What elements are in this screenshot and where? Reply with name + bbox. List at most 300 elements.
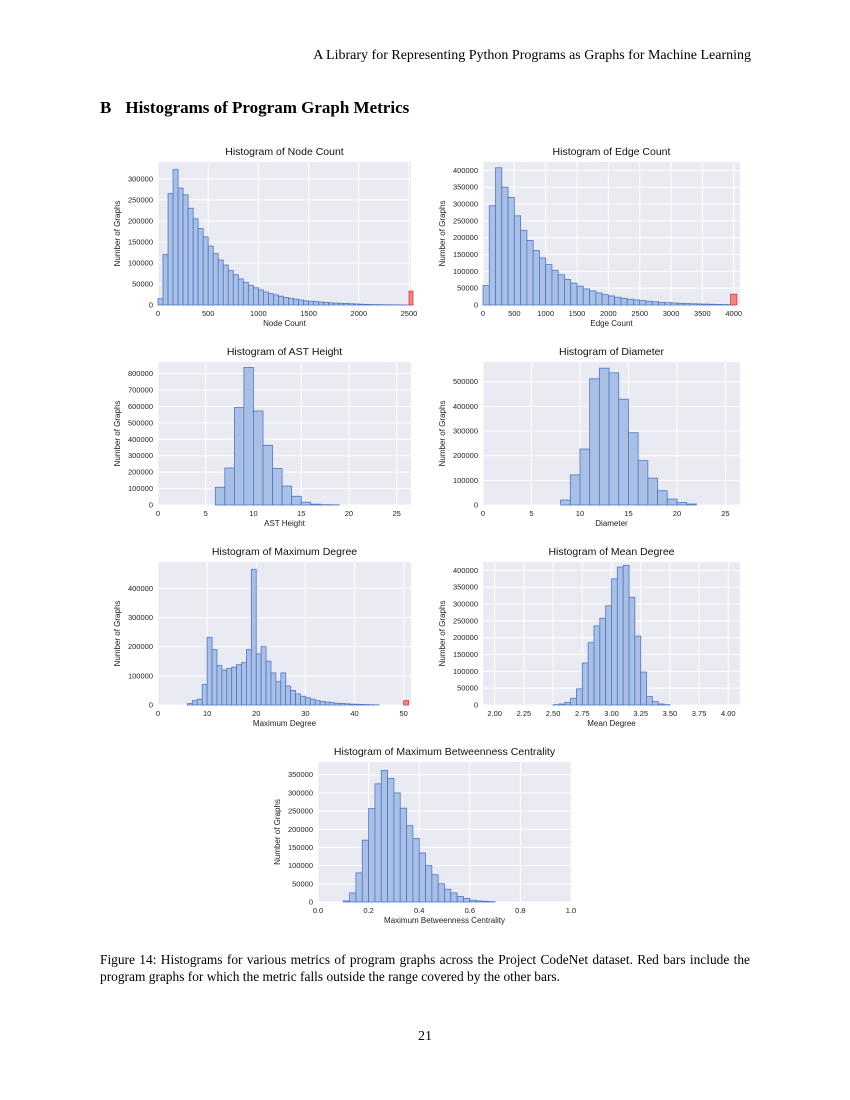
y-tick-label: 100000 xyxy=(452,666,478,676)
histogram-bar xyxy=(576,689,582,705)
y-tick-label: 50000 xyxy=(132,279,153,289)
histogram-bar xyxy=(546,265,552,305)
y-tick-label: 400000 xyxy=(127,434,153,444)
histogram-bar xyxy=(296,694,301,705)
y-tick-label: 100000 xyxy=(452,266,478,276)
y-tick-label: 0 xyxy=(473,700,478,710)
histogram-bar xyxy=(658,491,668,505)
histogram-bar xyxy=(702,304,708,305)
y-tick-label: 600000 xyxy=(127,401,153,411)
histogram-bar xyxy=(207,637,212,705)
y-tick-label: 200000 xyxy=(287,824,313,834)
x-tick-label: 0.2 xyxy=(363,906,374,915)
histogram-bar xyxy=(627,299,633,305)
x-tick-label: 20 xyxy=(252,709,261,718)
y-tick-label: 150000 xyxy=(452,650,478,660)
chart-title: Histogram of Edge Count xyxy=(552,146,671,158)
histogram-bar xyxy=(227,669,232,705)
histogram-bar xyxy=(263,445,273,505)
y-tick-label: 250000 xyxy=(452,616,478,626)
x-tick-label: 2000 xyxy=(350,309,368,318)
histogram-bar xyxy=(309,301,314,305)
histogram-bar xyxy=(684,304,690,305)
x-tick-label: 30 xyxy=(301,709,310,718)
histogram-panel xyxy=(438,146,742,328)
y-axis-label: Number of Graphs xyxy=(438,200,447,267)
histogram-bar xyxy=(527,240,533,305)
histogram-bar xyxy=(608,296,614,305)
chart-title: Histogram of Maximum Degree xyxy=(211,546,358,558)
histogram-bar xyxy=(345,704,350,705)
histogram-bar xyxy=(244,367,254,505)
histogram-bar xyxy=(168,194,173,305)
x-tick-label: 3.25 xyxy=(633,709,649,718)
histogram-panel xyxy=(273,746,576,925)
y-tick-label: 0 xyxy=(148,700,153,710)
histogram-bar xyxy=(671,303,677,305)
y-axis-label: Number of Graphs xyxy=(438,600,447,667)
histogram-bar xyxy=(381,770,387,902)
histogram-bar xyxy=(261,647,266,705)
y-tick-label: 800000 xyxy=(127,369,153,379)
histogram-bar xyxy=(222,670,227,705)
histogram-bar xyxy=(232,667,237,705)
histogram-panel xyxy=(438,546,740,728)
histogram-bar xyxy=(294,299,299,305)
y-tick-label: 300000 xyxy=(127,612,153,622)
histogram-bar xyxy=(565,702,571,705)
histogram-bar xyxy=(325,702,330,705)
histogram-bar xyxy=(364,304,369,305)
histogram-bar xyxy=(359,704,364,705)
x-tick-label: 1000 xyxy=(250,309,267,318)
histogram-bar xyxy=(203,237,208,305)
histogram-bar xyxy=(470,900,476,902)
histogram-bar xyxy=(304,301,309,305)
histogram-bar xyxy=(647,697,653,705)
x-tick-label: 25 xyxy=(721,509,730,518)
overflow-bar xyxy=(404,701,409,705)
y-tick-label: 150000 xyxy=(287,842,313,852)
histogram-bar xyxy=(606,606,612,705)
histogram-bar xyxy=(633,300,639,305)
histogram-bar xyxy=(271,673,276,705)
histogram-bar xyxy=(256,654,261,705)
histogram-bar xyxy=(228,271,233,305)
histogram-bar xyxy=(301,502,311,505)
histogram-bar xyxy=(482,901,488,902)
histogram-bar xyxy=(413,838,419,902)
histogram-bar xyxy=(599,368,609,505)
x-tick-label: 2.75 xyxy=(574,709,590,718)
histogram-bar xyxy=(339,303,344,305)
histogram-bar xyxy=(349,304,354,305)
histogram-bar xyxy=(615,297,621,305)
histogram-bar xyxy=(248,285,253,305)
histogram-bar xyxy=(375,784,381,902)
histogram-bar xyxy=(315,701,320,705)
histogram-bar xyxy=(223,265,228,305)
histogram-bar xyxy=(457,897,463,902)
histogram-bar xyxy=(369,304,374,305)
histogram-bar xyxy=(533,250,539,305)
histogram-bar xyxy=(243,282,248,305)
section-heading xyxy=(100,98,409,118)
histogram-bar xyxy=(665,303,671,305)
histogram-bar xyxy=(687,504,697,505)
histogram-bar xyxy=(539,258,545,305)
histogram-bar xyxy=(354,304,359,305)
histogram-bar xyxy=(489,206,495,305)
chart-title: Histogram of Maximum Betweenness Centrality xyxy=(333,746,556,758)
histogram-bar xyxy=(659,302,665,305)
y-tick-label: 200000 xyxy=(452,233,478,243)
chart-title: Histogram of Diameter xyxy=(558,346,665,358)
y-tick-label: 300000 xyxy=(127,451,153,461)
y-tick-label: 400000 xyxy=(452,165,478,175)
histogram-bar xyxy=(582,663,588,705)
y-tick-label: 100000 xyxy=(127,484,153,494)
y-tick-label: 100000 xyxy=(127,671,153,681)
x-tick-label: 3000 xyxy=(662,309,680,318)
histogram-bar xyxy=(617,567,623,705)
histogram-bar xyxy=(602,295,608,305)
histogram-bar xyxy=(355,704,360,705)
histogram-panel xyxy=(113,546,411,728)
caption-label: Figure 14: xyxy=(100,952,157,967)
overflow-bar xyxy=(731,294,737,305)
histogram-bar xyxy=(258,290,263,305)
y-tick-label: 50000 xyxy=(457,683,478,693)
histogram-bar xyxy=(583,289,589,305)
histogram-bar xyxy=(192,701,197,705)
y-tick-label: 200000 xyxy=(127,467,153,477)
y-tick-label: 400000 xyxy=(452,401,478,411)
histogram-bar xyxy=(320,701,325,705)
histogram-bar xyxy=(596,293,602,305)
histogram-bar xyxy=(570,475,580,505)
histogram-bar xyxy=(640,301,646,305)
histogram-bar xyxy=(340,704,345,705)
y-axis-label: Number of Graphs xyxy=(438,400,447,467)
histogram-bar xyxy=(334,303,339,305)
overflow-bar xyxy=(409,291,413,305)
x-tick-label: 1000 xyxy=(537,309,555,318)
x-tick-label: 3.75 xyxy=(691,709,707,718)
histogram-bar xyxy=(419,853,425,902)
histogram-bar xyxy=(335,703,340,705)
histogram-bar xyxy=(609,373,619,505)
y-tick-label: 300000 xyxy=(127,174,153,184)
x-tick-label: 2.50 xyxy=(545,709,561,718)
x-axis-label: Mean Degree xyxy=(587,719,636,728)
histogram-bar xyxy=(521,230,527,305)
x-axis-label: Edge Count xyxy=(590,319,633,328)
histogram-bar xyxy=(508,197,514,305)
figure-14 xyxy=(100,140,750,940)
x-tick-label: 5 xyxy=(529,509,534,518)
y-tick-label: 350000 xyxy=(452,582,478,592)
histogram-bar xyxy=(273,295,278,305)
histogram-bar xyxy=(612,579,618,705)
x-tick-label: 2.00 xyxy=(487,709,502,718)
histogram-bar xyxy=(580,449,590,505)
histogram-bar xyxy=(276,682,281,705)
x-tick-label: 0.4 xyxy=(413,906,425,915)
y-tick-label: 150000 xyxy=(127,237,153,247)
histogram-bar xyxy=(514,216,520,305)
histogram-bar xyxy=(432,875,438,902)
histogram-bar xyxy=(273,469,283,505)
y-tick-label: 350000 xyxy=(452,182,478,192)
histogram-bar xyxy=(648,478,658,505)
histogram-bar xyxy=(407,826,413,902)
histogram-bar xyxy=(263,292,268,305)
x-tick-label: 40 xyxy=(350,709,359,718)
y-tick-label: 200000 xyxy=(127,216,153,226)
histogram-bar xyxy=(217,666,222,705)
x-tick-label: 2500 xyxy=(631,309,649,318)
y-tick-label: 0 xyxy=(148,300,153,310)
histogram-bar xyxy=(628,433,638,505)
histogram-bar xyxy=(225,468,235,505)
histogram-bar xyxy=(638,461,648,505)
histogram-bar xyxy=(268,294,273,305)
y-tick-label: 50000 xyxy=(292,879,313,889)
histogram-bar xyxy=(658,704,664,705)
x-tick-label: 3.00 xyxy=(604,709,619,718)
histogram-bar xyxy=(552,270,558,305)
y-tick-label: 200000 xyxy=(452,451,478,461)
y-axis-label: Number of Graphs xyxy=(113,600,122,667)
histogram-bar xyxy=(619,399,629,505)
histogram-bar xyxy=(289,298,294,305)
histogram-bar xyxy=(356,873,362,902)
caption-text: Histograms for various metrics of program graphs across the Project CodeNet dataset. Red bars include the program graphs for which the metric falls outside the range covered by the other bars. xyxy=(100,952,751,984)
y-tick-label: 50000 xyxy=(457,283,478,293)
x-tick-label: 50 xyxy=(399,709,408,718)
x-tick-label: 25 xyxy=(392,509,401,518)
x-axis-label: AST Height xyxy=(264,519,305,528)
histogram-bar xyxy=(178,188,183,305)
y-tick-label: 0 xyxy=(473,500,478,510)
x-tick-label: 4000 xyxy=(725,309,743,318)
figure-caption xyxy=(100,951,750,985)
x-tick-label: 0.8 xyxy=(515,906,526,915)
histogram-bar xyxy=(281,673,286,705)
y-axis-label: Number of Graphs xyxy=(113,400,122,467)
histogram-bar xyxy=(202,685,207,705)
y-tick-label: 700000 xyxy=(127,385,153,395)
chart-title: Histogram of Node Count xyxy=(225,146,344,158)
y-tick-label: 400000 xyxy=(452,565,478,575)
histogram-bar xyxy=(163,255,168,305)
x-tick-label: 0 xyxy=(480,509,486,518)
histogram-bar xyxy=(635,636,641,705)
histogram-bar xyxy=(600,618,606,705)
histogram-bar xyxy=(187,704,192,705)
histogram-bar xyxy=(715,304,721,305)
y-tick-label: 100000 xyxy=(452,475,478,485)
histogram-grid xyxy=(100,140,750,940)
histogram-bar xyxy=(652,702,658,705)
histogram-bar xyxy=(696,304,702,305)
x-tick-label: 0.0 xyxy=(312,906,324,915)
histogram-bar xyxy=(183,195,188,305)
histogram-bar xyxy=(330,703,335,705)
histogram-bar xyxy=(233,275,238,305)
histogram-bar xyxy=(218,260,223,305)
histogram-bar xyxy=(314,302,319,305)
histogram-bar xyxy=(646,301,652,305)
histogram-bar xyxy=(445,889,451,902)
histogram-bar xyxy=(558,275,564,305)
section-title: Histograms of Program Graph Metrics xyxy=(125,98,410,117)
histogram-bar xyxy=(242,663,247,705)
x-tick-label: 1500 xyxy=(300,309,317,318)
histogram-bar xyxy=(215,487,225,505)
histogram-bar xyxy=(198,228,203,305)
histogram-bar xyxy=(350,704,355,705)
histogram-bar xyxy=(709,304,715,305)
y-tick-label: 400000 xyxy=(127,583,153,593)
histogram-bar xyxy=(251,569,256,705)
histogram-bar xyxy=(234,408,244,505)
x-tick-label: 10 xyxy=(202,709,212,718)
histogram-bar xyxy=(561,500,571,505)
histogram-bar xyxy=(369,809,375,902)
histogram-bar xyxy=(359,304,364,305)
x-tick-label: 2000 xyxy=(600,309,617,318)
histogram-bar xyxy=(237,665,242,705)
histogram-bar xyxy=(641,672,647,705)
x-tick-label: 3500 xyxy=(694,309,711,318)
x-tick-label: 1.0 xyxy=(565,906,577,915)
histogram-bar xyxy=(283,297,288,305)
x-tick-label: 500 xyxy=(508,309,521,318)
histogram-bar xyxy=(197,699,202,705)
histogram-bar xyxy=(253,288,258,305)
histogram-bar xyxy=(292,496,302,505)
y-tick-label: 100000 xyxy=(127,258,153,268)
y-tick-label: 300000 xyxy=(452,199,478,209)
histogram-panel xyxy=(113,346,411,528)
y-tick-label: 250000 xyxy=(127,195,153,205)
x-axis-label: Maximum Degree xyxy=(252,719,317,728)
histogram-bar xyxy=(362,840,368,902)
histogram-bar xyxy=(577,286,583,305)
y-tick-label: 150000 xyxy=(452,250,478,260)
histogram-bar xyxy=(571,698,577,705)
y-tick-label: 350000 xyxy=(287,770,313,780)
histogram-bar xyxy=(496,168,502,305)
histogram-bar xyxy=(343,901,349,902)
histogram-panel xyxy=(113,146,417,328)
histogram-bar xyxy=(594,626,600,705)
x-axis-label: Node Count xyxy=(263,319,306,328)
histogram-bar xyxy=(667,499,677,505)
x-tick-label: 15 xyxy=(297,509,306,518)
histogram-bar xyxy=(286,686,291,705)
x-tick-label: 0.6 xyxy=(464,906,476,915)
x-tick-label: 0 xyxy=(155,309,161,318)
x-tick-label: 10 xyxy=(249,509,258,518)
page-number: 21 xyxy=(418,1029,432,1044)
histogram-bar xyxy=(324,302,329,305)
x-tick-label: 20 xyxy=(672,509,682,518)
x-axis-label: Maximum Betweenness Centrality xyxy=(384,916,505,925)
histogram-bar xyxy=(350,893,356,902)
x-tick-label: 20 xyxy=(344,509,354,518)
histogram-bar xyxy=(173,170,178,305)
histogram-bar xyxy=(310,699,315,705)
histogram-bar xyxy=(629,597,635,705)
y-tick-label: 300000 xyxy=(452,426,478,436)
y-axis-label: Number of Graphs xyxy=(273,799,282,865)
x-tick-label: 500 xyxy=(201,309,215,318)
y-tick-label: 0 xyxy=(148,500,153,510)
y-tick-label: 300000 xyxy=(287,788,313,798)
x-tick-label: 2.25 xyxy=(516,709,532,718)
chart-title: Histogram of Mean Degree xyxy=(548,546,675,558)
histogram-bar xyxy=(329,303,334,305)
histogram-bar xyxy=(299,300,304,305)
histogram-bar xyxy=(394,793,400,902)
x-tick-label: 0 xyxy=(480,309,486,318)
running-header: A Library for Representing Python Programs as Graphs for Machine Learning xyxy=(313,48,751,63)
histogram-bar xyxy=(212,650,217,705)
histogram-panel xyxy=(438,346,740,528)
histogram-bar xyxy=(476,901,482,902)
chart-title: Histogram of AST Height xyxy=(226,346,343,358)
x-tick-label: 3.50 xyxy=(662,709,678,718)
histogram-bar xyxy=(690,304,696,305)
y-tick-label: 500000 xyxy=(127,418,153,428)
histogram-bar xyxy=(291,690,296,705)
y-tick-label: 100000 xyxy=(287,861,313,871)
y-tick-label: 250000 xyxy=(452,216,478,226)
x-tick-label: 2500 xyxy=(400,309,418,318)
x-axis-label: Diameter xyxy=(595,519,628,528)
histogram-bar xyxy=(213,254,218,305)
histogram-bar xyxy=(677,503,687,505)
x-tick-label: 4.00 xyxy=(721,709,736,718)
x-tick-label: 10 xyxy=(575,509,585,518)
histogram-bar xyxy=(388,778,394,902)
histogram-bar xyxy=(266,661,271,705)
y-tick-label: 0 xyxy=(473,300,478,310)
histogram-bar xyxy=(193,219,198,305)
histogram-bar xyxy=(253,411,263,505)
histogram-bar xyxy=(426,866,432,902)
x-tick-label: 1500 xyxy=(568,309,586,318)
y-tick-label: 200000 xyxy=(452,633,478,643)
y-tick-label: 250000 xyxy=(287,806,313,816)
y-tick-label: 0 xyxy=(308,897,313,907)
histogram-bar xyxy=(400,808,406,902)
histogram-bar xyxy=(590,379,600,505)
y-tick-label: 200000 xyxy=(127,642,153,652)
histogram-bar xyxy=(319,302,324,305)
histogram-bar xyxy=(278,296,283,305)
y-tick-label: 300000 xyxy=(452,599,478,609)
histogram-bar xyxy=(188,208,193,305)
histogram-bar xyxy=(483,285,489,305)
histogram-bar xyxy=(158,299,163,305)
histogram-bar xyxy=(305,698,310,705)
y-axis-label: Number of Graphs xyxy=(113,200,122,267)
histogram-bar xyxy=(652,302,658,305)
